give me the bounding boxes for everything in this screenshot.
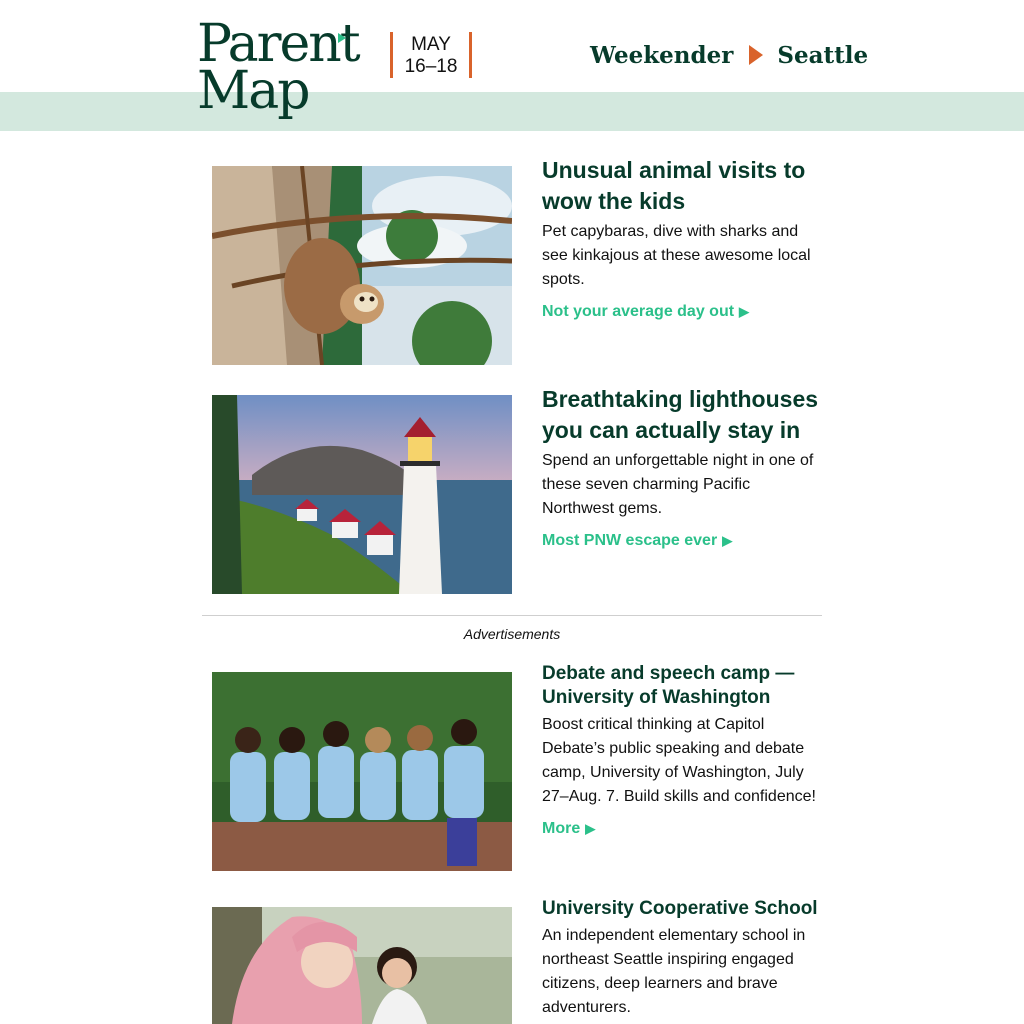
- ad-title[interactable]: Debate and speech camp — University of Washington: [542, 663, 795, 708]
- edition-title: [590, 38, 868, 72]
- article-link-text: Not your average day out: [542, 303, 735, 320]
- debate-camp-photo: [212, 672, 512, 871]
- lighthouse-photo: [212, 395, 512, 594]
- article-title[interactable]: Unusual animal visits to wow the kids: [542, 157, 806, 214]
- ad-title[interactable]: University Cooperative School: [542, 898, 818, 919]
- article-card-lighthouses: [542, 384, 822, 551]
- issue-date-badge: [390, 32, 472, 78]
- edition-city: Seattle: [777, 41, 869, 69]
- caret-right-icon: ▶: [585, 821, 596, 836]
- header-band: [0, 92, 1024, 131]
- article-link[interactable]: [542, 531, 732, 551]
- ad-card-debate-camp: [542, 662, 822, 839]
- ad-image-school[interactable]: [212, 907, 512, 1024]
- logo-text-line2: Map: [197, 61, 309, 121]
- school-photo: [212, 907, 512, 1024]
- edition-name: Weekender: [590, 41, 734, 69]
- caret-right-icon: ▶: [722, 533, 733, 548]
- article-card-animals: [542, 155, 822, 322]
- article-image-lighthouse[interactable]: [212, 395, 512, 594]
- parentmap-logo[interactable]: [197, 14, 357, 124]
- ad-card-school: [542, 897, 822, 1020]
- article-description: Pet capybaras, dive with sharks and see kinkajous at these awesome local spots.: [542, 223, 811, 288]
- ad-description: An independent elementary school in northeast Seattle inspiring engaged citizens, deep learners and brave adventurers.: [542, 927, 806, 1016]
- article-image-sloth[interactable]: [212, 166, 512, 365]
- date-range: 16–18: [404, 56, 458, 77]
- section-divider: [202, 615, 822, 616]
- triangle-right-icon: [749, 45, 763, 65]
- article-title[interactable]: Breathtaking lighthouses you can actually stay in: [542, 386, 819, 443]
- ad-image-debate-camp[interactable]: [212, 672, 512, 871]
- caret-right-icon: ▶: [739, 304, 750, 319]
- logo-triangle-icon: [338, 33, 346, 43]
- article-link-text: Most PNW escape ever: [542, 532, 718, 549]
- advertisements-label: Advertisements: [463, 626, 561, 642]
- article-link[interactable]: [542, 302, 749, 322]
- logo-text-line1: Parent: [197, 14, 359, 74]
- ad-link[interactable]: [542, 819, 595, 839]
- ad-link-text: More: [542, 820, 581, 837]
- sloth-photo: [212, 166, 512, 365]
- article-description: Spend an unforgettable night in one of these seven charming Pacific Northwest gems.: [542, 452, 814, 517]
- ad-description: Boost critical thinking at Capitol Debate’s public speaking and debate camp, University of Washington, July 27–Aug. 7. Build skills and confidence!: [542, 716, 816, 805]
- date-month: MAY: [411, 34, 451, 55]
